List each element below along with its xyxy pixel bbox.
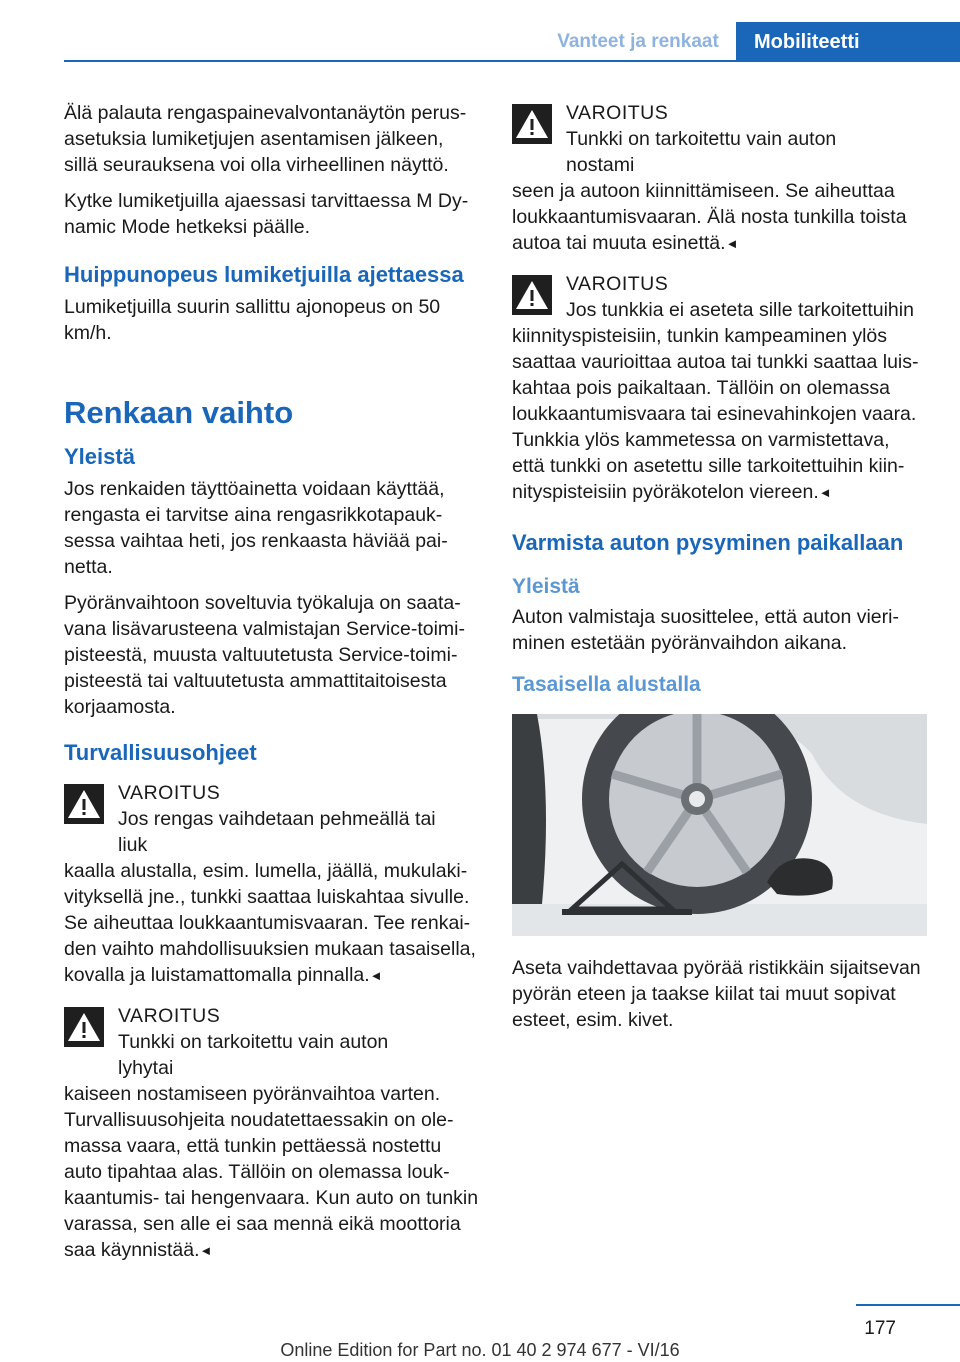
warning-block-soft-ground (64, 780, 479, 989)
heading-general: Yleistä (64, 444, 135, 469)
warning-label: VAROITUS (118, 1005, 221, 1027)
warning-text: kiinnityspisteisiin, tunkin kampeaminen ylös saattaa vaurioittaa autoa tai tunkki saattaa luiskahtaa pois paikaltaan. Tällöin on olemassa loukkaantumisvaara tai esinevahinkojen vaara. Tunkkia ylös kammetessa on varmistettava, että tunkki on asetettu sille tarkoitettuihin kiinnityspisteisiin pyöräkotelon viereen. (512, 325, 919, 503)
warning-label: VAROITUS (118, 782, 221, 804)
warning-text: seen ja autoon kiinnittämiseen. Se aiheuttaa loukkaantumisvaaran. Älä nosta tunkilla toista autoa tai muuta esinettä. (512, 180, 907, 254)
paragraph-max-speed: Lumiketjuilla suurin sallittu ajonopeus on 50 km/h. (64, 296, 441, 344)
warning-triangle-icon (64, 1007, 104, 1047)
end-of-section-marker: ◄ (369, 968, 383, 983)
paragraph-general-2: Pyöränvaihtoon soveltuvia työkaluja on saatavana lisävarusteena valmistajan Service-toimipisteestä, muusta valtuutetusta Service-toimipisteestä tai valtuutetusta ammattitaitoisesta korjaamosta. (64, 592, 466, 718)
warning-triangle-icon (512, 275, 552, 315)
warning-block-jack-usage (64, 1003, 479, 1264)
end-of-section-marker: ◄ (199, 1243, 213, 1258)
wheel-chock-illustration (512, 714, 927, 936)
paragraph-general-1: Jos renkaiden täyttöainetta voidaan käyttää, rengasta ei tarvitse aina rengasrikkotapauksessa vaihtaa heti, jos renkaasta häviää painetta. (64, 478, 448, 578)
end-of-section-marker: ◄ (725, 236, 739, 251)
warning-block-jack-purpose (512, 100, 927, 257)
warning-text-first-line: Tunkki on tarkoitettu vain auton lyhytai (118, 1031, 389, 1079)
warning-text-first-line: Tunkki on tarkoitettu vain auton nostami (566, 128, 837, 176)
paragraph-dynamic-mode: Kytke lumiketjuilla ajaessasi tarvittaessa M Dynamic Mode hetkeksi päälle. (64, 190, 469, 238)
warning-text: kaiseen nostamiseen pyöränvaihtoa varten. Turvallisuusohjeita noudatettaessakin on olemassa vaara, että tunkin pettäessä nostettu auto tipahtaa alas. Tällöin on olemassa loukkaantumis- tai hengenvaara. Kun auto on tunkin varassa, sen alle ei saa mennä eikä moottoria saa käynnistää. (64, 1083, 479, 1261)
subheading-general: Yleistä (512, 575, 580, 598)
warning-text-first-line: Jos tunkkia ei aseteta sille tarkoitettuihin (566, 299, 914, 321)
tab-chapter-mobility: Mobiliteetti (736, 22, 960, 62)
end-of-section-marker: ◄ (818, 485, 832, 500)
heading-tire-change: Renkaan vaihto (64, 395, 294, 430)
tab-section-tires: Vanteet ja renkaat (557, 31, 719, 52)
warning-triangle-icon (64, 784, 104, 824)
warning-text-first-line: Jos rengas vaihdetaan pehmeällä tai liuk (118, 808, 436, 856)
heading-secure-vehicle: Varmista auton pysyminen paikallaan (512, 530, 904, 555)
warning-text: kaalla alustalla, esim. lumella, jäällä, mukulakivityksellä jne., tunkki saattaa luiskahtaa sivulle. Se aiheuttaa loukkaantumisvaaran. Tee renkaiden vaihto mahdollisuuksien mukaan tasaisella, kovalla ja luistamattomalla pinnalla. (64, 860, 476, 986)
subheading-level-ground: Tasaisella alustalla (512, 673, 701, 696)
paragraph-wheel-chocks: Aseta vaihdettavaa pyörää ristikkäin sijaitsevan pyörän eteen ja taakse kiilat tai muut sopivat esteet, esim. kivet. (512, 957, 921, 1031)
heading-max-speed: Huippunopeus lumiketjuilla ajettaessa (64, 262, 464, 287)
header-rule (64, 60, 960, 62)
left-column (64, 100, 479, 1278)
footer-rule (856, 1304, 960, 1306)
warning-label: VAROITUS (566, 102, 669, 124)
page-number: 177 (864, 1318, 896, 1339)
paragraph-tpms-reset: Älä palauta rengaspainevalvontanäytön perusasetuksia lumiketjujen asentamisen jälkeen, sillä seurauksena voi olla virheellinen näyttö. (64, 102, 467, 176)
warning-label: VAROITUS (566, 273, 669, 295)
online-edition-label: Online Edition for Part no. 01 40 2 974 677 - VI/16 (280, 1340, 680, 1360)
heading-safety: Turvallisuusohjeet (64, 740, 257, 765)
paragraph-roll-prevention: Auton valmistaja suosittelee, että auton vieriminen estetään pyöränvaihdon aikana. (512, 606, 899, 654)
right-column (512, 100, 927, 1043)
warning-block-jacking-points (512, 271, 927, 506)
warning-triangle-icon (512, 104, 552, 144)
